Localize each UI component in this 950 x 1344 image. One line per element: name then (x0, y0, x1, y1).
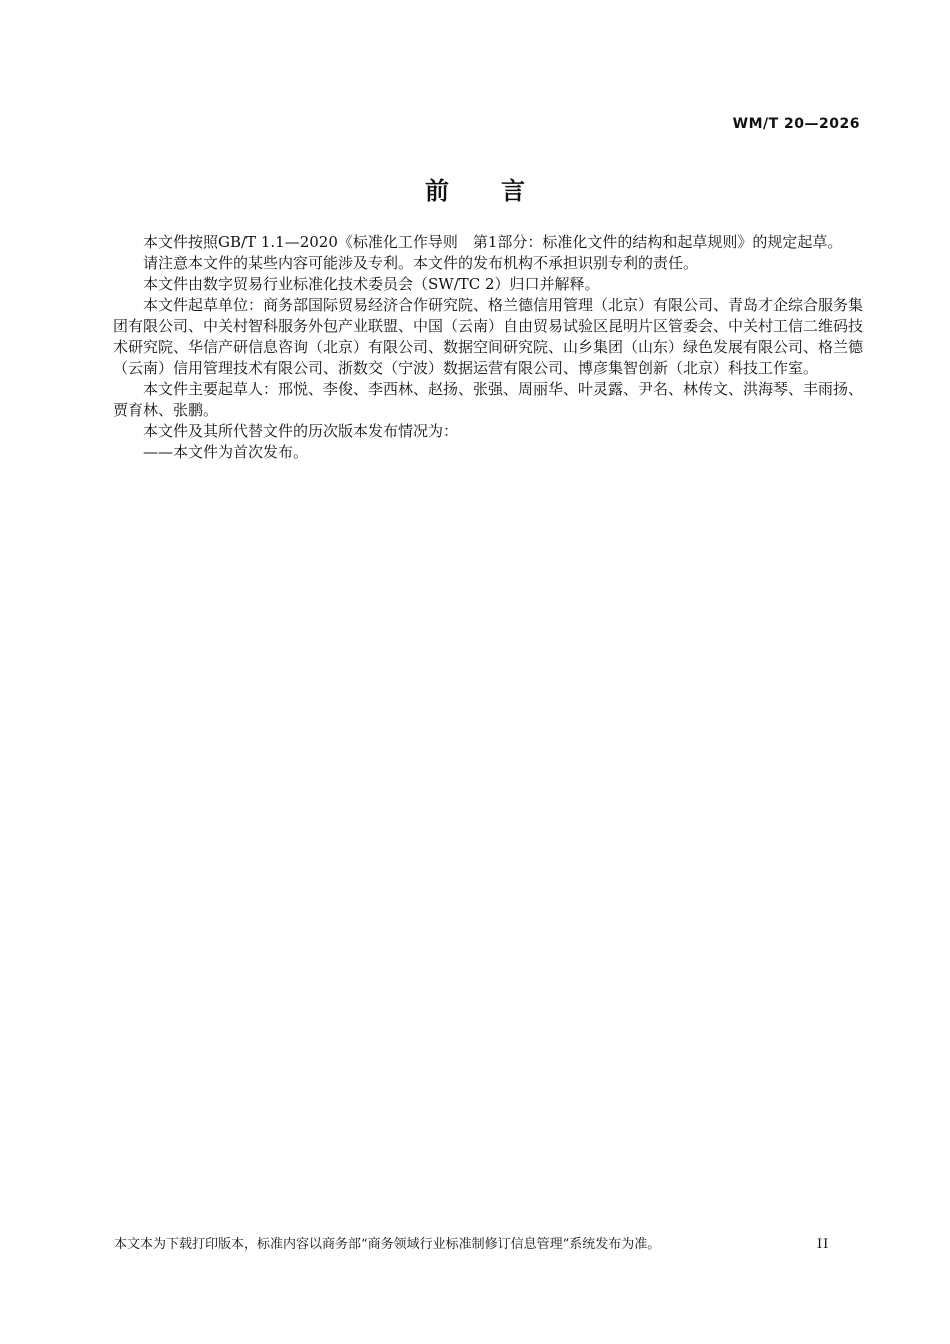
foreword-body (113, 232, 863, 463)
paragraph-version-history: 本文件及其所代替文件的历次版本发布情况为： (143, 422, 459, 440)
paragraph-drafters: 本文件主要起草人：邢悦、李俊、李西林、赵扬、张强、周丽华、叶灵露、尹名、林传文、洪海琴、丰雨扬、贾育林、张鹏。 (113, 380, 864, 419)
document-code: WM/T 20—2026 (732, 116, 860, 132)
page-number: II (817, 1237, 830, 1252)
paragraph-drafting-rules: 本文件按照GB/T 1.1—2020《标准化工作导则 第1部分：标准化文件的结构和起草规则》的规定起草。 (143, 233, 843, 251)
page-title: 前言 (425, 177, 577, 205)
paragraph-committee: 本文件由数字贸易行业标准化技术委员会（SW/TC 2）归口并解释。 (143, 275, 600, 293)
paragraph-patent-notice: 请注意本文件的某些内容可能涉及专利。本文件的发布机构不承担识别专利的责任。 (143, 254, 699, 272)
paragraph-first-release: ——本文件为首次发布。 (143, 443, 309, 461)
paragraph-drafting-units: 本文件起草单位：商务部国际贸易经济合作研究院、格兰德信用管理（北京）有限公司、青岛才企综合服务集团有限公司、中关村智科服务外包产业联盟、中国（云南）自由贸易试验区昆明片区管委会、中关村工信二维码技术研究院、华信产研信息咨询（北京）有限公司、数据空间研究院、山乡集团（山东）绿色发展有限公司、格兰德（云南）信用管理技术有限公司、浙数交（宁波）数据运营有限公司、博彦集智创新（北京）科技工作室。 (113, 296, 864, 377)
footer-note: 本文本为下载打印版本，标准内容以商务部“商务领域行业标准制修订信息管理”系统发布为准。 (114, 1237, 661, 1252)
